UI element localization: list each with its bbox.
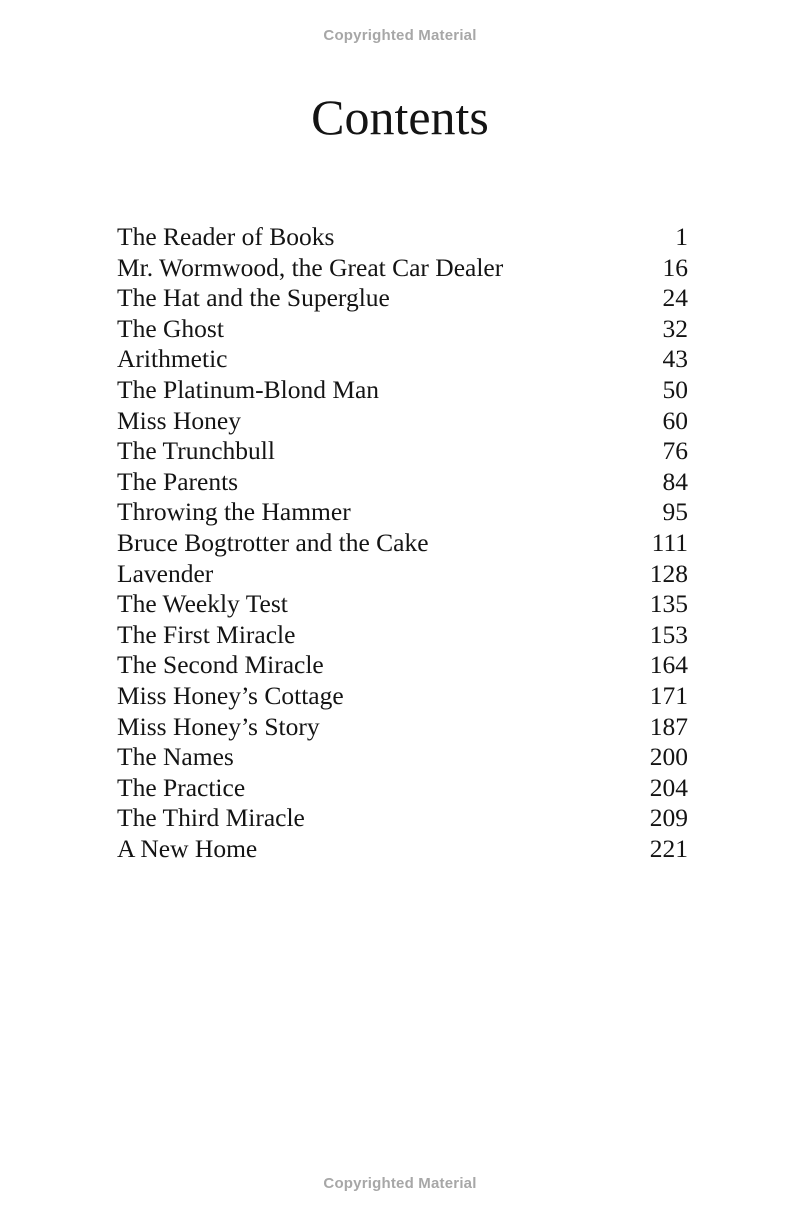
toc-entry-page: 24 — [662, 283, 688, 313]
toc-entry-title: Miss Honey — [117, 405, 241, 435]
page-title: Contents — [311, 89, 489, 145]
toc-entry — [117, 589, 688, 620]
toc-entry-title: The Trunchbull — [117, 436, 275, 466]
toc-entry — [117, 497, 688, 528]
toc-entry-title: The Names — [117, 742, 234, 772]
toc-entry-page: 164 — [649, 650, 688, 680]
toc-entry-page: 43 — [662, 344, 688, 374]
toc-entry — [117, 314, 688, 345]
toc-entry-page: 187 — [649, 711, 688, 741]
toc-entry — [117, 253, 688, 284]
toc-entry-title: The Practice — [117, 772, 246, 802]
toc-entry — [117, 681, 688, 712]
toc-entry-page: 200 — [649, 742, 688, 772]
toc-entry-title: The Reader of Books — [117, 222, 335, 251]
toc-entry-page: 221 — [649, 833, 688, 863]
toc-entry — [117, 559, 688, 590]
toc-entry — [117, 222, 688, 253]
toc-entry-page: 76 — [662, 436, 688, 466]
table-of-contents — [117, 222, 688, 864]
toc-entry-page: 204 — [649, 772, 688, 802]
toc-entry — [117, 773, 688, 804]
toc-entry-title: Miss Honey’s Cottage — [117, 680, 344, 710]
toc-entry — [117, 528, 688, 559]
toc-entry-title: The First Miracle — [117, 619, 296, 649]
toc-entry-title: The Ghost — [117, 313, 224, 343]
toc-entry-page: 209 — [649, 803, 688, 833]
toc-entry — [117, 620, 688, 651]
watermark-bottom: Copyrighted Material — [323, 1175, 477, 1192]
toc-entry-title: The Parents — [117, 466, 239, 496]
toc-entry-title: Arithmetic — [117, 344, 228, 374]
toc-entry — [117, 650, 688, 681]
toc-entry-title: Mr. Wormwood, the Great Car Dealer — [117, 252, 504, 282]
toc-entry-page: 153 — [649, 619, 688, 649]
toc-entry — [117, 834, 688, 865]
toc-entry — [117, 436, 688, 467]
toc-entry — [117, 712, 688, 743]
toc-entry-page: 1 — [675, 222, 688, 251]
toc-entry — [117, 803, 688, 834]
toc-entry-page: 95 — [662, 497, 688, 527]
toc-entry-page: 84 — [662, 466, 688, 496]
toc-entry-title: The Weekly Test — [117, 589, 288, 619]
toc-entry-title: Throwing the Hammer — [117, 497, 351, 527]
toc-entry-title: The Platinum-Blond Man — [117, 374, 380, 404]
toc-entry-page: 50 — [662, 374, 688, 404]
toc-entry-title: The Hat and the Superglue — [117, 283, 390, 313]
toc-entry-title: Lavender — [117, 558, 214, 588]
toc-entry — [117, 467, 688, 498]
toc-entry-page: 16 — [662, 252, 688, 282]
toc-entry — [117, 742, 688, 773]
toc-entry-page: 135 — [649, 589, 688, 619]
toc-entry-page: 128 — [649, 558, 688, 588]
toc-entry — [117, 406, 688, 437]
toc-entry-page: 111 — [651, 527, 688, 557]
toc-entry-page: 60 — [662, 405, 688, 435]
toc-entry-title: A New Home — [117, 833, 258, 863]
watermark-top: Copyrighted Material — [323, 27, 477, 44]
toc-entry-page: 32 — [662, 313, 688, 343]
toc-entry-page: 171 — [649, 680, 688, 710]
toc-entry-title: The Third Miracle — [117, 803, 305, 833]
toc-entry — [117, 375, 688, 406]
toc-entry — [117, 344, 688, 375]
toc-entry-title: Miss Honey’s Story — [117, 711, 320, 741]
toc-entry-title: Bruce Bogtrotter and the Cake — [117, 527, 429, 557]
toc-entry — [117, 283, 688, 314]
toc-entry-title: The Second Miracle — [117, 650, 324, 680]
